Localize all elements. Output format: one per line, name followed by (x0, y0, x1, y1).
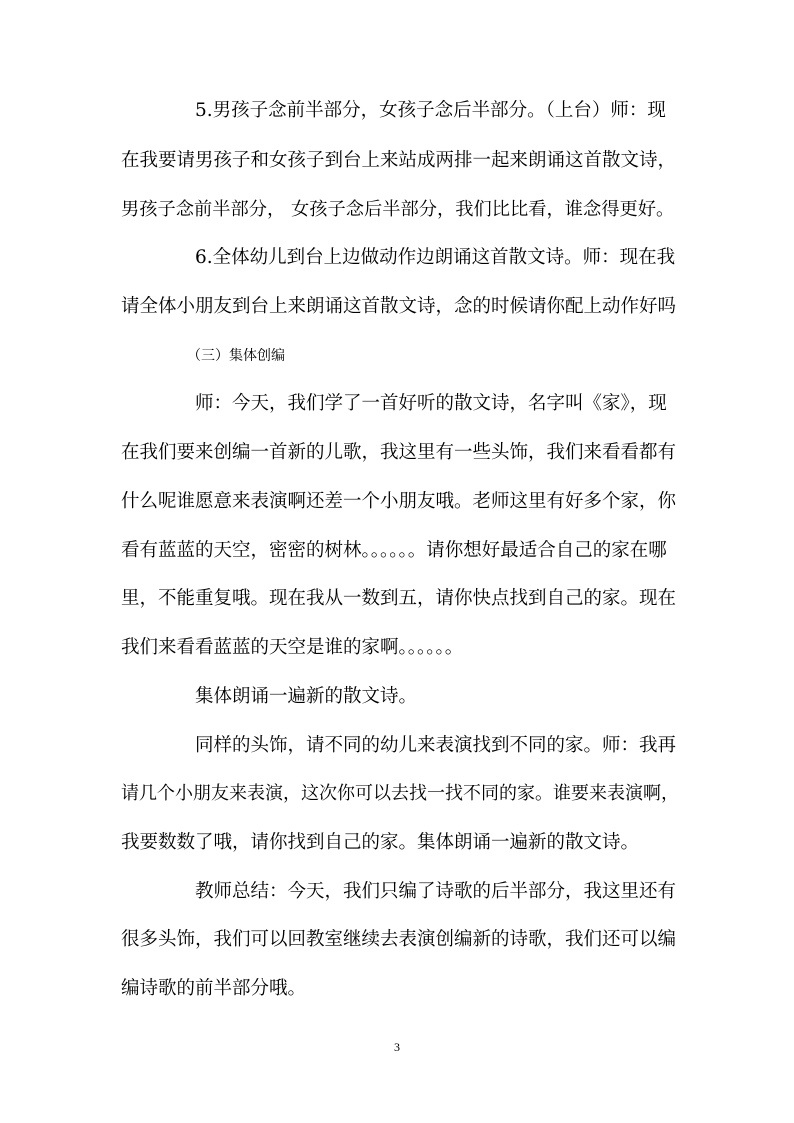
text-line-4: 6.全体幼儿到台上边做动作边朗诵这首散文诗。师：现在我 (195, 247, 676, 268)
text-line-19: 编诗歌的前半部分哦。 (121, 978, 307, 999)
text-line-14: 同样的头饰，请不同的幼儿来表演找到不同的家。师：我再 (195, 735, 677, 756)
text-line-1: 5.男孩子念前半部分，女孩子念后半部分。（上台）师：现 (195, 100, 666, 121)
section-heading: （三）集体创编 (187, 348, 285, 364)
text-line-16: 我要数数了哦，请你找到自己的家。集体朗诵一遍新的散文诗。 (121, 832, 640, 853)
text-line-12: 我们来看看蓝蓝的天空是谁的家啊。。。。。。 (121, 637, 464, 658)
text-line-11: 里，不能重复哦。现在我从一数到五，请你快点找到自己的家。现在 (121, 588, 677, 609)
text-line-3: 男孩子念前半部分， 女孩子念后半部分，我们比比看，谁念得更好。 (121, 199, 675, 220)
text-line-17: 教师总结：今天，我们只编了诗歌的后半部分，我这里还有 (195, 881, 677, 902)
text-line-5: 请全体小朋友到台上来朗诵这首散文诗，念的时候请你配上动作好吗 (121, 296, 677, 317)
text-line-9: 什么呢谁愿意来表演啊还差一个小朋友哦。老师这里有好多个家，你 (121, 491, 677, 512)
text-line-10: 看有蓝蓝的天空，密密的树林。。。。。。请你想好最适合自己的家在哪 (121, 540, 667, 561)
text-line-18: 很多头饰，我们可以回教室继续去表演创编新的诗歌，我们还可以编 (121, 929, 677, 950)
text-line-8: 在我们要来创编一首新的儿歌，我这里有一些头饰，我们来看看都有 (121, 442, 677, 463)
text-line-2: 在我要请男孩子和女孩子到台上来站成两排一起来朗诵这首散文诗， (121, 150, 677, 171)
text-line-13: 集体朗诵一遍新的散文诗。 (195, 686, 418, 707)
text-line-7: 师：今天，我们学了一首好听的散文诗，名字叫《家》，现 (195, 393, 667, 414)
text-line-15: 请几个小朋友来表演，这次你可以去找一找不同的家。谁要来表演啊， (121, 783, 679, 804)
page-number: 3 (394, 1040, 400, 1054)
